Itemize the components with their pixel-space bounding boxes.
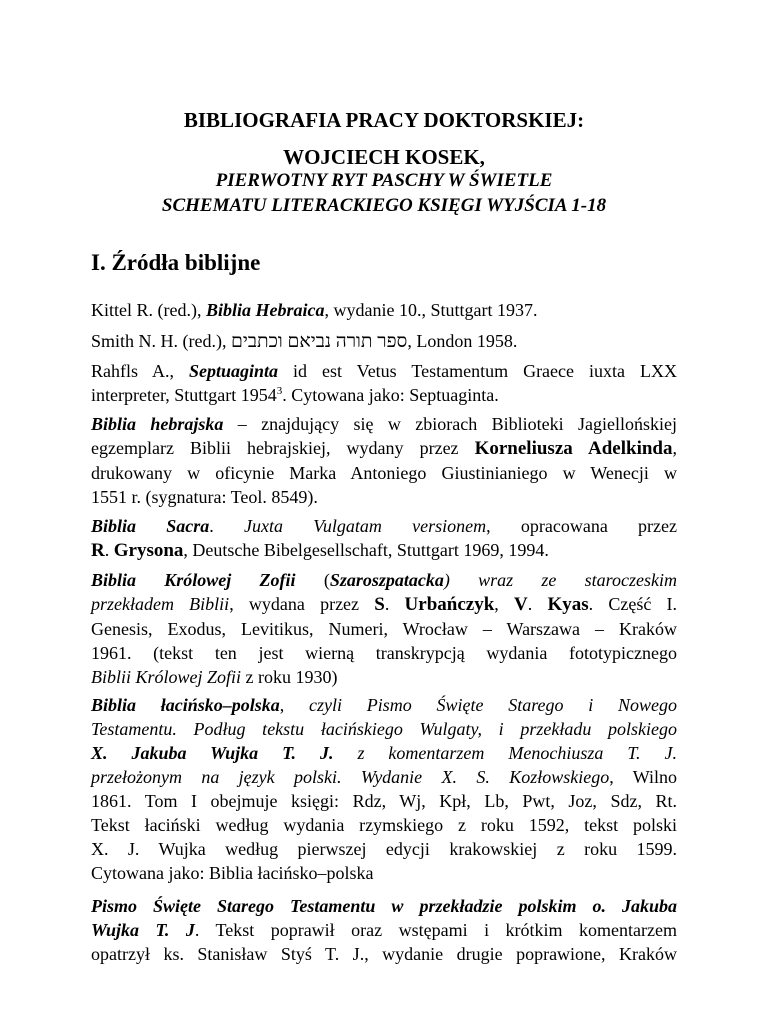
bibliography-entry-smith <box>91 329 677 354</box>
entry-text: ( <box>295 570 330 590</box>
entry-text: . <box>209 516 245 536</box>
entry-editor: Grysona <box>113 540 184 561</box>
entry-text: interpreter, Stuttgart 1954 <box>91 385 277 405</box>
bibliography-entry-biblia-sacra <box>91 514 677 563</box>
entry-editor: Kyas <box>547 594 589 615</box>
entry-text: egzemplarz Biblii hebrajskiej, wydany przez <box>91 438 475 458</box>
bibliography-entry-pismo-swiete-wujka <box>91 894 677 966</box>
edition-superscript: 3 <box>276 385 283 397</box>
entry-text: Tekst łaciński według wydania rzymskiego z roku 1592, tekst polski <box>91 815 677 835</box>
bibliography-entry-biblia-lacinsko-polska <box>91 693 677 885</box>
author-name: WOJCIECH KOSEK, <box>283 145 485 169</box>
entry-subtitle: Juxta Vulgatam versionem <box>244 516 487 536</box>
entry-text: . Część I. <box>588 594 678 614</box>
entry-text: X. J. Wujka według pierwszej edycji krakowskiej z roku 1599. <box>91 839 677 859</box>
entry-text: Kittel R. (red.), <box>91 300 206 320</box>
entry-text: id est Vetus Testamentum Graece iuxta LXX <box>278 361 677 381</box>
entry-subtitle: czyli Pismo Święte Starego i Nowego <box>309 695 677 715</box>
entry-text: 1861. Tom I obejmuje księgi: Rdz, Wj, Kpł, Lb, Pwt, Joz, Sdz, Rt. <box>91 791 677 811</box>
entry-translator: X. Jakuba Wujka T. J. <box>91 743 334 763</box>
entry-text: z roku 1930) <box>241 667 338 687</box>
entry-title: Biblia łacińsko–polska <box>91 695 280 715</box>
entry-text: opatrzył ks. Stanisław Styś T. J., wydanie drugie poprawione, Kraków <box>91 944 677 964</box>
entry-editor-initial: V <box>514 594 528 615</box>
bibliography-entry-rahlfs <box>91 359 677 407</box>
entry-title: Biblia hebrajska <box>91 414 224 434</box>
entry-text: . <box>527 594 548 614</box>
entry-text: , Wilno <box>609 767 677 787</box>
entry-text: , Deutsche Bibelgesellschaft, Stuttgart 1969, 1994. <box>183 540 549 560</box>
entry-text: . <box>384 594 405 614</box>
entry-subtitle: Testamentu. Podług tekstu łacińskiego Wulgaty, i przekładu polskiego <box>91 719 677 739</box>
entry-text: . <box>104 540 114 560</box>
entry-editor-initial: S <box>374 594 385 615</box>
entry-text: . Tekst poprawił oraz wstępami i krótkim komentarzem <box>194 920 677 940</box>
document-title: BIBLIOGRAFIA PRACY DOKTORSKIEJ: <box>183 108 585 132</box>
entry-text: Smith N. H. (red.), <box>91 331 231 351</box>
entry-text: Cytowana jako: Biblia łacińsko–polska <box>91 863 374 883</box>
bibliography-entry-biblia-krolowej-zofii <box>91 568 677 689</box>
entry-title: Septuaginta <box>189 361 279 381</box>
entry-subtitle: Biblii Królowej Zofii <box>91 667 242 687</box>
bibliography-entry-biblia-hebrajska <box>91 412 677 509</box>
entry-title: Biblia Królowej Zofii <box>91 570 296 590</box>
entry-title: Biblia Hebraica <box>205 300 325 320</box>
thesis-title-line-1: PIERWOTNY RYT PASCHY W ŚWIETLE <box>215 170 553 191</box>
bibliography-entry-kittel <box>91 298 677 322</box>
entry-text: , <box>672 438 677 458</box>
entry-text: , wydanie 10., Stuttgart 1937. <box>324 300 538 320</box>
entry-text: – znajdujący się w zbiorach Biblioteki Jagiellońskiej <box>223 414 677 434</box>
entry-text: , <box>279 695 310 715</box>
entry-subtitle: przekładem Biblii <box>91 594 230 614</box>
entry-text: , London 1958. <box>407 331 518 351</box>
entry-editor-initial: R <box>91 540 105 561</box>
entry-text: drukowany w oficynie Marka Antoniego Giustinianiego w Wenecji w <box>91 463 677 483</box>
entry-text: , opracowana przez <box>486 516 678 536</box>
entry-title-alt: Szaroszpatacka <box>329 570 444 590</box>
entry-subtitle: ) wraz ze staroczeskim <box>443 570 677 590</box>
entry-title: Pismo Święte Starego Testamentu w przekładzie polskim o. Jakuba <box>91 896 677 916</box>
entry-text: 1961. (tekst ten jest wierną transkrypcją wydania fototypicznego <box>91 643 677 663</box>
hebrew-title: ספר תורה נביאם וכתבים <box>230 331 408 352</box>
entry-text: 1551 r. (sygnatura: Teol. 8549). <box>91 487 318 507</box>
entry-subtitle: przełożonym na język polski. Wydanie X. S. Kozłowskiego <box>91 767 610 787</box>
entry-text: . Cytowana jako: Septuaginta. <box>282 385 499 405</box>
entry-text: Genesis, Exodus, Levitikus, Numeri, Wrocław – Warszawa – Kraków <box>91 619 677 639</box>
section-heading: I. Źródła biblijne <box>91 250 261 275</box>
entry-title: Wujka T. J <box>91 920 195 940</box>
entry-subtitle: z komentarzem Menochiusza T. J. <box>333 743 677 763</box>
thesis-title-line-2: SCHEMATU LITERACKIEGO KSIĘGI WYJŚCIA 1-18 <box>161 195 607 216</box>
entry-text: , <box>494 594 514 614</box>
entry-text: Rahfls A., <box>91 361 189 381</box>
entry-editor: Urbańczyk <box>404 594 495 615</box>
entry-text: , wydana przez <box>229 594 375 614</box>
entry-title: Biblia Sacra <box>91 516 210 536</box>
entry-printer: Korneliusza Adelkinda <box>474 438 673 459</box>
